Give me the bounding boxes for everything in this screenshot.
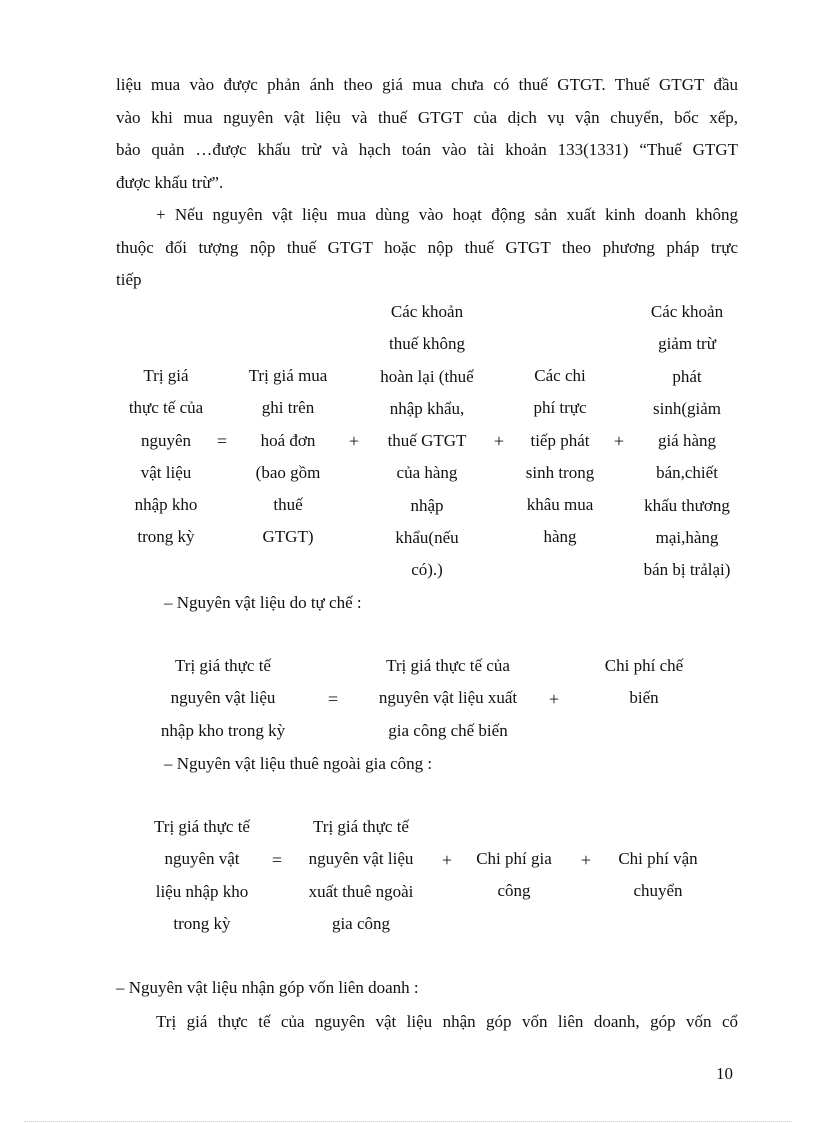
formula3-result-term: Trị giá thực tế nguyên vật liệu nhập kho trong kỳ [154,817,250,933]
equals-sign: = [327,689,339,709]
plus-sign: + [548,689,560,709]
text-line: liệu mua vào được phản ánh theo giá mua chưa có thuế GTGT. Thuế GTGT đầu [116,75,738,94]
formula1-direct-cost-term: Các chi phí trực tiếp phát sinh trong khâu mua hàng [525,366,595,547]
plus-sign: + [348,431,360,451]
formula2-result-term: Trị giá thực tế nguyên vật liệu nhập kho trong kỳ [160,656,286,740]
text-line: thuộc đối tượng nộp thuế GTGT hoặc nộp thuế GTGT theo phương pháp trực [116,237,738,257]
text-line: vào khi mua nguyên vật liệu và thuế GTGT của dịch vụ vận chuyển, bốc xếp, [116,107,738,127]
plus-sign: + [613,431,625,451]
page-number: 10 [716,1064,733,1083]
section-heading: – Nguyên vật liệu do tự chế : [164,593,362,612]
page-bottom-divider [24,1121,792,1122]
formula3-outsourced-value-term: Trị giá thực tế nguyên vật liệu xuất thuê ngoài gia công [308,817,414,933]
formula3-processing-fee-term: Chi phí gia công [476,849,552,901]
intro-paragraph [116,69,738,199]
formula3-transport-cost-term: Chi phí vận chuyển [618,849,698,901]
formula1-tax-term: Các khoản thuế không hoàn lại (thuế nhập khẩu, thuế GTGT của hàng nhập khẩu(nếu có).) [380,302,474,580]
equals-sign: = [271,850,283,870]
section-heading: – Nguyên vật liệu nhận góp vốn liên doanh : [116,978,419,997]
plus-sign: + [441,850,453,870]
text-line: bảo quản …được khấu trừ và hạch toán vào tài khoản 133(1331) “Thuế GTGT [116,140,738,159]
text-line: tiếp [116,270,142,289]
case2-paragraph [116,199,738,297]
plus-sign: + [580,850,592,870]
plus-sign: + [493,431,505,451]
formula1-result-term: Trị giá thực tế của nguyên vật liệu nhập kho trong kỳ [128,366,204,547]
formula2-processing-value-term: Trị giá thực tế của nguyên vật liệu xuất gia công chế biến [378,656,518,740]
formula2-processing-cost-term: Chi phí chế biến [604,656,684,708]
closing-paragraph [156,1006,738,1039]
equals-sign: = [216,431,228,451]
text-line: + Nếu nguyên vật liệu mua dùng vào hoạt động sản xuất kinh doanh không [156,205,738,224]
section-heading: – Nguyên vật liệu thuê ngoài gia công : [164,754,433,773]
formula1-purchase-price-term: Trị giá mua ghi trên hoá đơn (bao gồm thuế GTGT) [248,366,328,547]
text-line: Trị giá thực tế của nguyên vật liệu nhận góp vốn liên doanh, góp vốn cổ [156,1012,738,1031]
formula1-deduction-term: Các khoản giảm trừ phát sinh(giảm giá hàng bán,chiết khấu thương mại,hàng bán bị trảlại) [643,302,731,580]
text-line: được khấu trừ”. [116,172,224,192]
